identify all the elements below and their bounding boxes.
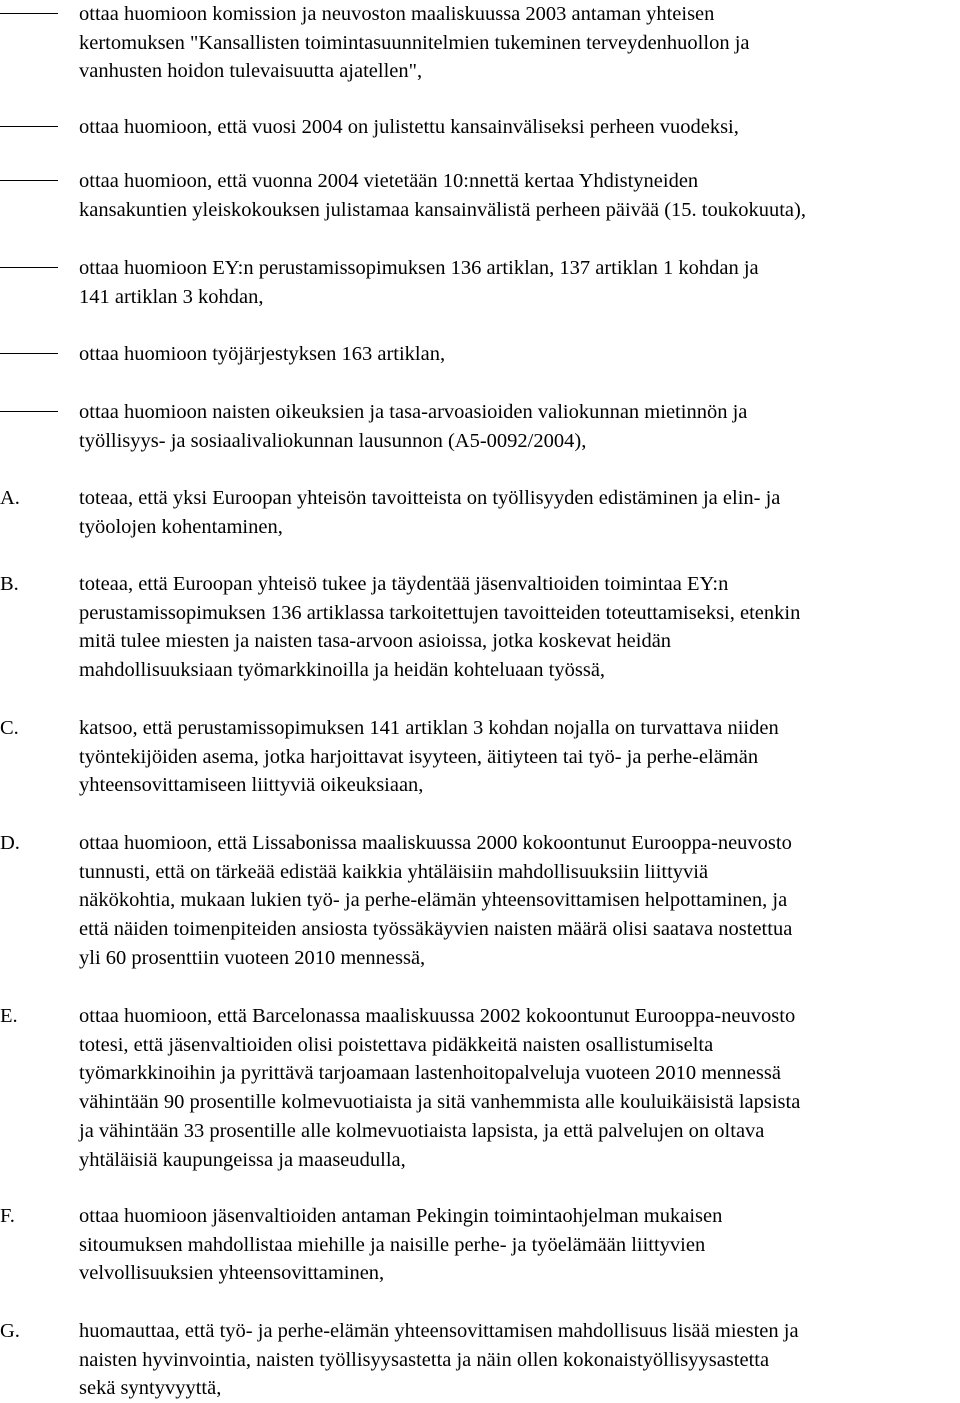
paragraph-text — [79, 1002, 959, 1174]
text-line: katsoo, että perustamissopimuksen 141 artiklan 3 kohdan nojalla on turvattava niiden — [79, 717, 779, 739]
text-line: ottaa huomioon, että Lissabonissa maaliskuussa 2000 kokoontunut Eurooppa-neuvosto — [79, 832, 792, 854]
paragraph-marker: D. — [0, 832, 20, 854]
text-line: tunnusti, että on tärkeää edistää kaikkia yhtäläisiin mahdollisuuksiin liittyviä — [79, 860, 709, 883]
text-line: työllisyys- ja sosiaalivaliokunnan lausunnon (A5-0092/2004), — [79, 429, 587, 452]
paragraph-marker — [0, 411, 58, 412]
paragraph-marker: C. — [0, 717, 19, 739]
text-line: työolojen kohentaminen, — [79, 515, 283, 538]
text-line: kertomuksen "Kansallisten toimintasuunnitelmien tukeminen terveydenhuollon ja — [79, 31, 750, 54]
paragraph-text — [79, 1202, 959, 1288]
text-line: ottaa huomioon komission ja neuvoston maaliskuussa 2003 antaman yhteisen — [79, 3, 715, 25]
text-line: sekä syntyvyyttä, — [79, 1377, 222, 1400]
text-line: ottaa huomioon työjärjestyksen 163 artiklan, — [79, 343, 446, 365]
text-line: ottaa huomioon, että vuosi 2004 on julistettu kansainväliseksi perheen vuodeksi, — [79, 116, 739, 138]
text-line: velvollisuuksien yhteensovittaminen, — [79, 1262, 385, 1285]
text-line: vanhusten hoidon tulevaisuutta ajatellen", — [79, 60, 423, 83]
text-line: ottaa huomioon naisten oikeuksien ja tasa-arvoasioiden valiokunnan mietinnön ja — [79, 401, 748, 423]
text-line: 141 artiklan 3 kohdan, — [79, 285, 264, 308]
text-line: totesi, että jäsenvaltioiden olisi poistettava pidäkkeitä naisten osallistumiselta — [79, 1033, 714, 1056]
paragraph-marker — [0, 13, 58, 14]
paragraph-text — [79, 254, 959, 311]
paragraph-marker — [0, 353, 58, 354]
text-line: ottaa huomioon, että vuonna 2004 vietetään 10:nnettä kertaa Yhdistyneiden — [79, 170, 699, 192]
text-line: työntekijöiden asema, jotka harjoittavat isyyteen, äitiyteen tai työ- ja perhe-elämän — [79, 745, 759, 768]
text-line: että näiden toimenpiteiden ansiosta työssäkäyvien naisten määrä olisi saatava nostettua — [79, 918, 793, 941]
text-line: perustamissopimuksen 136 artiklassa tarkoitettujen tavoitteiden toteuttamiseksi, etenkin — [79, 601, 801, 624]
text-line: mahdollisuuksiaan työmarkkinoilla ja heidän kohteluaan työssä, — [79, 659, 606, 682]
text-line: ja vähintään 33 prosentille alle kolmevuotiaista lapsista, ja että palvelujen on oltava — [79, 1119, 765, 1142]
paragraph-text — [79, 714, 959, 800]
paragraph-text — [79, 1317, 959, 1403]
text-line: yhteensovittamiseen liittyviä oikeuksiaan, — [79, 774, 424, 797]
text-line: naisten hyvinvointia, naisten työllisyysastetta ja näin ollen kokonaistyöllisyysastetta — [79, 1348, 770, 1371]
paragraph-marker — [0, 180, 58, 181]
paragraph-marker — [0, 126, 58, 127]
text-line: näkökohtia, mukaan lukien työ- ja perhe-elämän yhteensovittamisen helpottaminen, ja — [79, 889, 788, 912]
paragraph-text — [79, 340, 959, 369]
paragraph-marker: B. — [0, 573, 19, 595]
text-line: ottaa huomioon EY:n perustamissopimuksen 136 artiklan, 137 artiklan 1 kohdan ja — [79, 257, 759, 279]
text-line: toteaa, että yksi Euroopan yhteisön tavoitteista on työllisyyden edistäminen ja elin- ja — [79, 487, 781, 509]
text-line: yhtäläisiä kaupungeissa ja maaseudulla, — [79, 1148, 406, 1171]
paragraph-text — [79, 829, 959, 973]
paragraph-marker — [0, 267, 58, 268]
text-line: työmarkkinoihin ja pyrittävä tarjoamaan lastenhoitopalveluja vuoteen 2010 mennessä — [79, 1062, 781, 1085]
paragraph-marker: E. — [0, 1005, 18, 1027]
paragraph-marker: A. — [0, 487, 20, 509]
paragraph-marker: F. — [0, 1205, 15, 1227]
paragraph-text — [79, 398, 959, 455]
text-line: ottaa huomioon jäsenvaltioiden antaman Pekingin toimintaohjelman mukaisen — [79, 1205, 723, 1227]
text-line: mitä tulee miesten ja naisten tasa-arvoon asioissa, jotka koskevat heidän — [79, 630, 672, 653]
paragraph-text — [79, 570, 959, 685]
text-line: kansakuntien yleiskokouksen julistamaa kansainvälistä perheen päivää (15. toukokuuta), — [79, 198, 806, 221]
text-line: vähintään 90 prosentille kolmevuotiaista ja sitä vanhemmista alle kouluikäisistä lapsista — [79, 1091, 801, 1114]
text-line: ottaa huomioon, että Barcelonassa maaliskuussa 2002 kokoontunut Eurooppa-neuvosto — [79, 1005, 796, 1027]
paragraph-text — [79, 167, 959, 224]
text-line: toteaa, että Euroopan yhteisö tukee ja täydentää jäsenvaltioiden toimintaa EY:n — [79, 573, 729, 595]
text-line: sitoumuksen mahdollistaa miehille ja naisille perhe- ja työelämään liittyvien — [79, 1233, 706, 1256]
text-line: huomauttaa, että työ- ja perhe-elämän yhteensovittamisen mahdollisuus lisää miesten ja — [79, 1320, 799, 1342]
paragraph-text — [79, 113, 959, 142]
paragraph-marker: G. — [0, 1320, 20, 1342]
paragraph-text — [79, 0, 959, 86]
text-line: yli 60 prosenttiin vuoteen 2010 mennessä, — [79, 946, 426, 969]
paragraph-text — [79, 484, 959, 541]
